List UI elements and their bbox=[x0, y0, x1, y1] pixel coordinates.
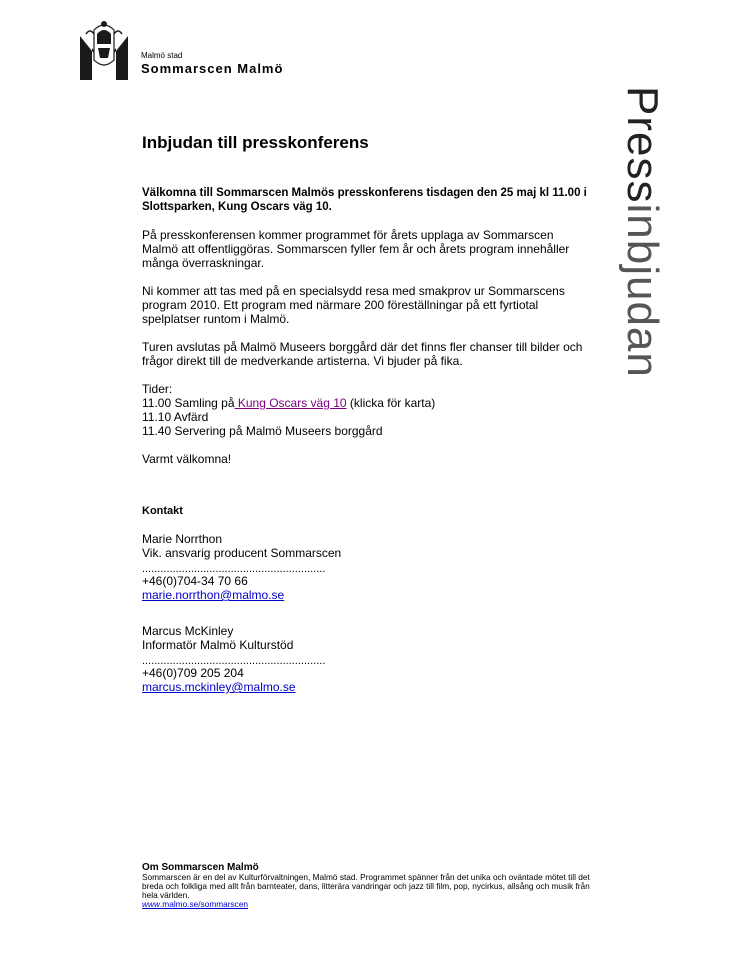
contact-person-2 bbox=[142, 624, 592, 694]
contact-email-link[interactable]: marcus.mckinley@malmo.se bbox=[142, 680, 296, 694]
org-name: Sommarscen Malmö bbox=[141, 61, 284, 76]
map-link[interactable]: Kung Oscars väg 10 bbox=[234, 396, 347, 410]
paragraph-1: På presskonferensen kommer programmet för årets upplaga av Sommarscen Malmö att offentliggöras. Sommarscen fyller fem år och årets program innehåller många överraskningar. bbox=[142, 228, 570, 270]
footer-link-www: www bbox=[142, 899, 160, 909]
contact-person-1 bbox=[142, 532, 592, 602]
org-small-label: Malmö stad bbox=[141, 51, 183, 60]
paragraph-3: Turen avslutas på Malmö Museers borggård där det finns fler chanser till bilder och frågor direkt till de medverkande artisterna. Vi bjuder på fika. bbox=[142, 340, 583, 368]
contact-phone: +46(0)709 205 204 bbox=[142, 666, 244, 680]
malmo-coat-of-arms-logo bbox=[80, 20, 128, 80]
time-row-2: 11.10 Avfärd bbox=[142, 410, 209, 424]
times-heading: Tider: bbox=[142, 382, 173, 396]
time-row-3: 11.40 Servering på Malmö Museers borggård bbox=[142, 424, 383, 438]
footer-website-link[interactable] bbox=[142, 899, 248, 909]
footer-link-rest: .malmo.se/sommarscen bbox=[159, 899, 249, 909]
dotted-divider: ............................................................ bbox=[142, 564, 326, 574]
contact-email-link[interactable]: marie.norrthon@malmo.se bbox=[142, 588, 285, 602]
time-1-text: 11.00 Samling på bbox=[142, 396, 235, 410]
dotted-divider: ............................................................ bbox=[142, 656, 326, 666]
page-title: Inbjudan till presskonferens bbox=[142, 133, 369, 152]
closing-text: Varmt välkomna! bbox=[142, 452, 232, 466]
contact-role: Informatör Malmö Kulturstöd bbox=[142, 638, 294, 652]
contact-name: Marcus McKinley bbox=[142, 624, 234, 638]
main-content bbox=[142, 133, 592, 716]
contact-phone: +46(0)704-34 70 66 bbox=[142, 574, 248, 588]
footer-text: Sommarscen är en del av Kulturförvaltningen, Malmö stad. Programmet spänner från det unika och oväntade mötet till det breda och folkliga med allt från barnteater, dans, litterära vandringar och jazz till film, pop, nycirkus, allsång och musik från hela världen. bbox=[142, 872, 590, 900]
footer bbox=[142, 862, 592, 909]
lead-paragraph: Välkomna till Sommarscen Malmös presskonferens tisdagen den 25 maj kl 11.00 i Slottsparken, Kung Oscars väg 10. bbox=[142, 187, 587, 213]
vertical-title-press: Press bbox=[618, 86, 667, 204]
times-block bbox=[142, 382, 592, 438]
contact-heading: Kontakt bbox=[142, 505, 183, 517]
vertical-title bbox=[612, 86, 672, 416]
contact-name: Marie Norrthon bbox=[142, 532, 223, 546]
paragraph-2: Ni kommer att tas med på en specialsydd resa med smakprov ur Sommarscens program 2010. Ett program med närmare 200 föreställningar på ett fyrtiotal spelplatser runtom i Malmö. bbox=[142, 284, 565, 326]
contact-role: Vik. ansvarig producent Sommarscen bbox=[142, 546, 342, 560]
time-row-1 bbox=[142, 396, 592, 410]
vertical-title-inbjudan: inbjudan bbox=[618, 203, 667, 378]
time-1-suffix: (klicka för karta) bbox=[346, 396, 436, 410]
footer-heading: Om Sommarscen Malmö bbox=[142, 862, 259, 873]
